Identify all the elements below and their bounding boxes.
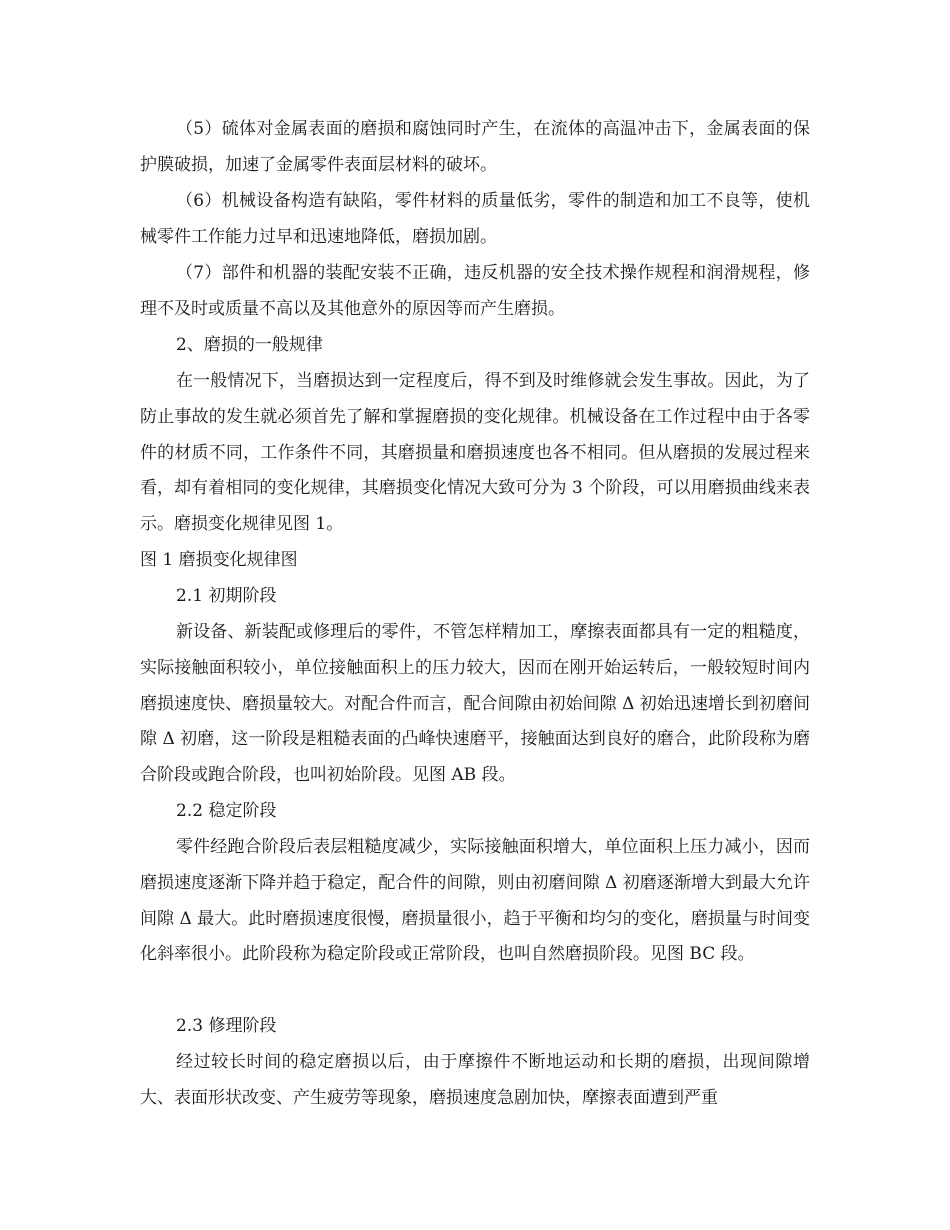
- paragraph-stable-stage: 零件经跑合阶段后表层粗糙度减少，实际接触面积增大，单位面积上压力减小，因而磨损速度逐渐下降并趋于稳定，配合件的间隙，则由初磨间隙 Δ 初磨逐渐增大到最大允许间隙 Δ 最大。此时磨损速度很慢，磨损量很小，趋于平衡和均匀的变化，磨损量与时间变化斜率很小。此阶段称为稳定阶段或正常阶段，也叫自然磨损阶段。见图 BC 段。: [140, 837, 810, 965]
- paragraph-initial-stage: 新设备、新装配或修理后的零件，不管怎样精加工，摩擦表面都具有一定的粗糙度，实际接触面积较小，单位接触面积上的压力较大，因而在刚开始运转后，一般较短时间内磨损速度快、磨损量较大。对配合件而言，配合间隙由初始间隙 Δ 初始迅速增长到初磨间隙 Δ 初磨，这一阶段是粗糙表面的凸峰快速磨平，接触面达到良好的磨合，此阶段称为磨合阶段或跑合阶段，也叫初始阶段。见图 AB 段。: [140, 622, 810, 786]
- paragraph-item-5: （5）硫体对金属表面的磨损和腐蚀同时产生，在流体的高温冲击下，金属表面的保护膜破损，加速了金属零件表面层材料的破坏。: [140, 119, 810, 175]
- figure-caption: 图 1 磨损变化规律图: [140, 550, 298, 570]
- paragraph-general-rule: 在一般情况下，当磨损达到一定程度后，得不到及时维修就会发生事故。因此，为了防止事故的发生就必须首先了解和掌握磨损的变化规律。机械设备在工作过程中由于各零件的材质不同，工作条件不同，其磨损量和磨损速度也各不相同。但从磨损的发展过程来看，却有着相同的变化规律，其磨损变化情况大致可分为 3 个阶段，可以用磨损曲线来表示。磨损变化规律见图 1。: [140, 371, 810, 535]
- paragraph-item-6: （6）机械设备构造有缺陷，零件材料的质量低劣，零件的制造和加工不良等，使机械零件工作能力过早和迅速地降低，磨损加剧。: [140, 191, 810, 247]
- section-heading-2: 2、磨损的一般规律: [176, 335, 323, 355]
- paragraph-item-7: （7）部件和机器的装配安装不正确，违反机器的安全技术操作规程和润滑规程，修理不及时或质量不高以及其他意外的原因等而产生磨损。: [140, 263, 810, 319]
- subsection-heading-2-3: 2.3 修理阶段: [176, 1016, 277, 1036]
- subsection-heading-2-1: 2.1 初期阶段: [176, 586, 277, 606]
- subsection-heading-2-2: 2.2 稳定阶段: [176, 801, 277, 821]
- paragraph-repair-stage: 经过较长时间的稳定磨损以后，由于摩擦件不断地运动和长期的磨损，出现间隙增大、表面形状改变、产生疲劳等现象，磨损速度急剧加快，摩擦表面遭到严重: [140, 1052, 810, 1108]
